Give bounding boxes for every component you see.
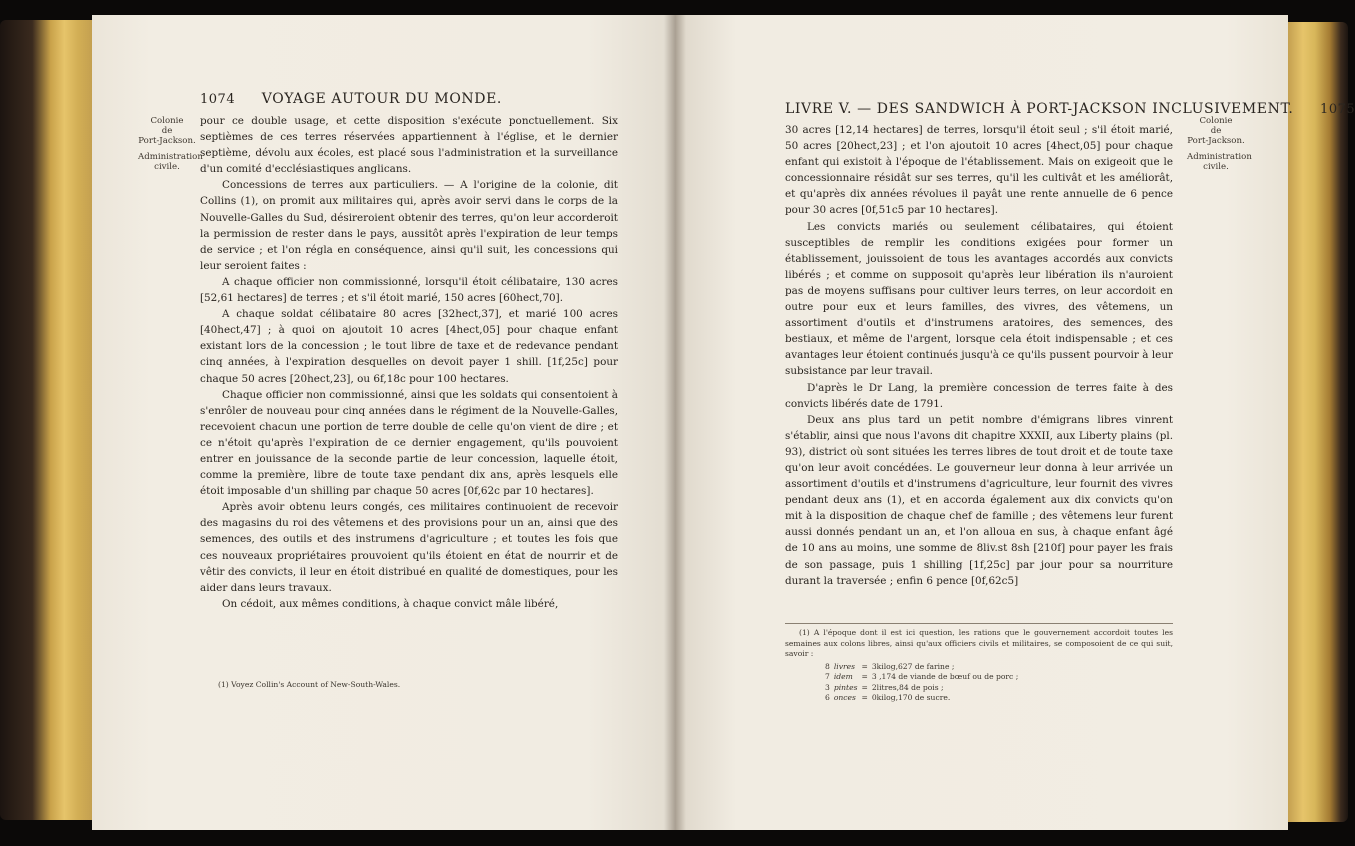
margin-note-line: Colonie (150, 116, 184, 126)
left-page-number: 1074 (200, 92, 236, 107)
margin-note-line: civile. (154, 162, 180, 172)
paragraph: Deux ans plus tard un petit nombre d'émigrans libres vinrent s'établir, ainsi que nous l'avons dit chapitre XXXII, aux Liberty plains (pl. 93), district où sont situées les terres libres de tout droit et de toute taxe qu'on leur avoit concédées. Le gouverneur leur donna à leur arrivée un assortiment d'outils et d'instrumens d'agriculture, leur fournit des vivres pendant deux ans (1), et en accorda également aux dix convicts qu'on mit à la disposition de chaque chef de famille ; des vêtemens leur furent aussi donnés pendant un an, et l'on alloua en sus, à chaque enfant âgé de 10 ans au moins, une somme de 8liv.st 8sh [210f] pour payer les frais de son passage, puis 1 shilling [1f,25c] par jour pour sa nourriture durant la traversée ; enfin 6 pence [0f,62c5] (785, 413, 1173, 587)
left-running-title: VOYAGE AUTOUR DU MONDE. (261, 91, 502, 107)
right-running-title: LIVRE V. — DES SANDWICH À PORT-JACKSON INCLUSIVEMENT. (785, 101, 1294, 117)
table-cell: idem (833, 672, 853, 681)
footnote-divider (785, 623, 1173, 624)
table-cell: 3 ,174 de viande de bœuf ou de porc ; (871, 672, 1019, 681)
table-cell: pintes (833, 682, 858, 692)
margin-note-line: Administration (138, 152, 203, 162)
table-cell: 0kilog,170 de sucre. (871, 693, 951, 702)
paragraph: 30 acres [12,14 hectares] de terres, lorsqu'il étoit seul ; s'il étoit marié, 50 acres [20hect,23] ; et l'on ajoutoit 10 acres [4hect,05] pour chaque enfant qui existoit à l'époque de l'établissement. Mais on exigeoit que le concessionnaire résidât sur ses terres, qu'il les cultivât et les améliorât, et qu'après dix années révolues il payât une rente annuelle de 6 pence pour 30 acres [0f,51c5 par 10 hectares]. (785, 124, 1173, 217)
table-row (825, 672, 1022, 683)
right-margin-note (1187, 116, 1252, 172)
table-cell: onces (833, 693, 856, 702)
book-edge-right (1288, 22, 1348, 822)
table-cell: = (861, 682, 868, 692)
right-page-header (785, 101, 1355, 117)
book-edge-left (0, 20, 92, 820)
table-cell: 3kilog,627 de farine ; (871, 661, 955, 671)
table-cell: 8 (825, 661, 830, 671)
paragraph: On cédoit, aux mêmes conditions, à chaque convict mâle libéré, (222, 597, 559, 610)
book-gutter (664, 15, 686, 830)
left-body-text (200, 113, 618, 612)
paragraph: Concessions de terres aux particuliers. — A l'origine de la colonie, dit Collins (1), on promit aux militaires qui, après avoir servi dans le corps de la Nouvelle-Galles du Sud, désireroient obtenir des terres, qu'on leur accorderoit la permission de rester dans le pays, aussitôt après l'expiration de leur temps de service ; et l'on régla en conséquence, ainsi qu'il suit, les concessions qui leur seroient faites : (200, 179, 618, 272)
left-page-header (200, 91, 502, 107)
paragraph: Après avoir obtenu leurs congés, ces militaires continuoient de recevoir des magasins du roi des vêtemens et des provisions pour un an, ainsi que des semences, des outils et des instrumens d'agriculture ; et toutes les fois que ces nouveaux propriétaires prouvoient qu'ils étoient en état de nourrir et de vêtir des convicts, il leur en étoit distribué en qualité de domestiques, pour les aider dans leurs travaux. (200, 501, 618, 594)
margin-note-line: de (1210, 126, 1222, 136)
left-footnote (204, 680, 614, 691)
margin-note-line: Port-Jackson. (1187, 136, 1245, 146)
paragraph: D'après le Dr Lang, la première concession de terres faite à des convicts libérés date de 1791. (785, 381, 1173, 410)
paragraph: pour ce double usage, et cette disposition s'exécute ponctuellement. Six septièmes de ces terres réservées appartiennent à l'église, et le dernier septième, dévolu aux écoles, est placé sous l'administration et la surveillance d'un comité d'ecclésiastiques anglicans. (200, 115, 618, 176)
table-cell: 3 (825, 682, 830, 692)
margin-note-line: civile. (1203, 162, 1229, 172)
footnote-text: (1) Voyez Collin's Account of New-South-Wales. (218, 680, 401, 689)
ration-table (825, 662, 1022, 704)
table-cell: 7 (825, 672, 830, 681)
table-row (825, 693, 1022, 704)
paragraph: Chaque officier non commissionné, ainsi que les soldats qui consentoient à s'enrôler de nouveau pour cinq années dans le régiment de la Nouvelle-Galles, recevoient chacun une portion de terre double de celle qu'on vient de dire ; et ce n'étoit qu'après l'expiration de ce dernier engagement, qu'ils pouvoient entrer en jouissance de la seconde partie de leur concession, laquelle étoit, comme la première, libre de toute taxe pendant dix ans, après lesquels elle étoit imposable d'un shilling par chaque 50 acres [0f,62c par 10 hectares]. (200, 388, 618, 498)
table-cell: livres (833, 661, 856, 671)
table-cell: = (861, 661, 868, 671)
right-footnote (785, 628, 1173, 704)
margin-note-line: Port-Jackson. (138, 136, 196, 146)
right-page-number: 1075 (1320, 102, 1355, 117)
table-row (825, 683, 1022, 694)
margin-note-line: Colonie (1199, 116, 1233, 126)
left-margin-note (138, 116, 203, 172)
table-cell: = (861, 693, 868, 702)
table-cell: = (861, 672, 868, 681)
margin-note-line: Administration (1187, 152, 1252, 162)
table-cell: 2litres,84 de pois ; (871, 682, 944, 692)
right-body-text (785, 122, 1173, 589)
paragraph: A chaque soldat célibataire 80 acres [32hect,37], et marié 100 acres [40hect,47] ; à quoi on ajoutoit 10 acres [4hect,05] pour chaque enfant existant lors de la concession ; le tout libre de taxe et de redevance pendant cinq années, à l'expiration desquelles on devoit payer 1 shill. [1f,25c] pour chaque 50 acres [20hect,23], ou 6f,18c pour 100 hectares. (200, 308, 618, 385)
paragraph: A chaque officier non commissionné, lorsqu'il étoit célibataire, 130 acres [52,61 hectares] de terres ; et s'il étoit marié, 150 acres [60hect,70]. (200, 275, 618, 305)
footnote-text: (1) A l'époque dont il est ici question, les rations que le gouvernement accordoit toutes les semaines aux colons libres, ainsi qu'aux officiers civils et militaires, se composoient de ce qui suit, savoir : (785, 628, 1173, 658)
margin-note-line: de (161, 126, 173, 136)
table-cell: 6 (825, 693, 830, 702)
paragraph: Les convicts mariés ou seulement célibataires, qui étoient susceptibles de remplir les conditions exigées pour former un établissement, jouissoient de tous les avantages accordés aux convicts libérés ; et comme on supposoit qu'après leur libération ils n'auroient pas de moyens suffisans pour cultiver leurs terres, on leur accordoit en outre pour eux et leurs familles, des vivres, des vêtemens, un assortiment d'outils et d'instrumens aratoires, des semences, des bestiaux, et même de l'argent, lorsque cela étoit indispensable ; et ces avantages leur étoient continués jusqu'à ce qu'ils pussent pourvoir à leur subsistance par leur travail. (785, 220, 1173, 378)
table-row (825, 662, 1022, 673)
